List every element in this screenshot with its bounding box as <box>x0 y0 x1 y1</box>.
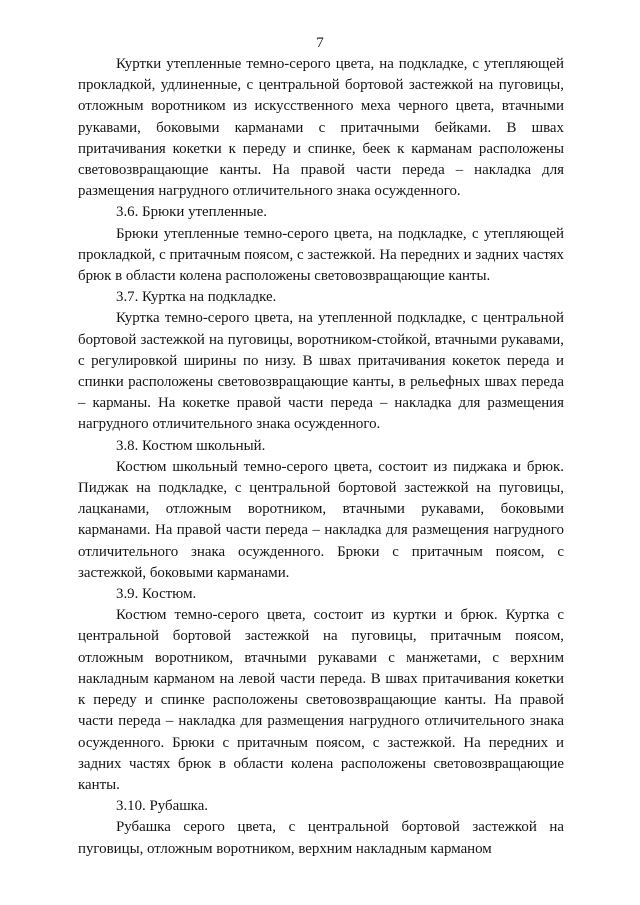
paragraph-lined-jacket: Куртка темно-серого цвета, на утепленной подкладке, с центральной бортовой застежкой на пуговицы, воротником-стойкой, втачными рукавами, с регулировкой ширины по низу. В швах притачивания кокеток переда и спинки расположены световозвращающие канты, в рельефных швах переда – карманы. На кокетке правой части переда – накладка для размещения нагрудного отличительного знака осужденного. <box>78 310 564 433</box>
section-heading-3-9: 3.9. Костюм. <box>116 586 197 603</box>
section-heading-3-7: 3.7. Куртка на подкладке. <box>116 289 277 306</box>
paragraph-trousers-insulated: Брюки утепленные темно-серого цвета, на подкладке, с утепляющей прокладкой, с притачным поясом, с застежкой. На передних и задних частях брюк в области колена расположены световозвращающие канты. <box>78 225 564 285</box>
paragraph-school-suit: Костюм школьный темно-серого цвета, состоит из пиджака и брюк. Пиджак на подкладке, с центральной бортовой застежкой на пуговицы, лацканами, отложным воротником, втачными рукавами, боковыми карманами. На правой части переда – накладка для размещения нагрудного отличительного знака осужденного. Брюки с притачным поясом, с застежкой, боковыми карманами. <box>78 458 564 581</box>
section-heading-3-10: 3.10. Рубашка. <box>116 798 209 815</box>
section-heading-3-6: 3.6. Брюки утепленные. <box>116 204 267 221</box>
paragraph-suit: Костюм темно-серого цвета, состоит из куртки и брюк. Куртка с центральной бортовой застежкой на пуговицы, притачным поясом, отложным воротником, втачными рукавами с манжетами, с верхним накладным карманом на левой части переда. В швах притачивания кокетки к переду и спинке расположены световозвращающие канты. На правой части переда – накладка для размещения нагрудного отличительного знака осужденного. Брюки с притачным поясом, с застежкой. На передних и задних частях брюк в области колена расположены световозвращающие канты. <box>78 607 564 793</box>
document-body <box>78 54 564 860</box>
section-heading-3-8: 3.8. Костюм школьный. <box>116 437 266 454</box>
page-number: 7 <box>316 35 324 51</box>
paragraph-shirt: Рубашка серого цвета, с центральной бортовой застежкой на пуговицы, отложным воротником, верхним накладным карманом <box>78 819 564 857</box>
paragraph-jackets-insulated: Куртки утепленные темно-серого цвета, на подкладке, с утепляющей прокладкой, удлиненные, с центральной бортовой застежкой на пуговицы, отложным воротником из искусственного меха черного цвета, втачными рукавами, боковыми карманами с притачными бейками. В швах притачивания кокетки к переду и спинке, беек к карманам расположены световозвращающие канты. На правой части переда – накладка для размещения нагрудного отличительного знака осужденного. <box>78 56 564 200</box>
